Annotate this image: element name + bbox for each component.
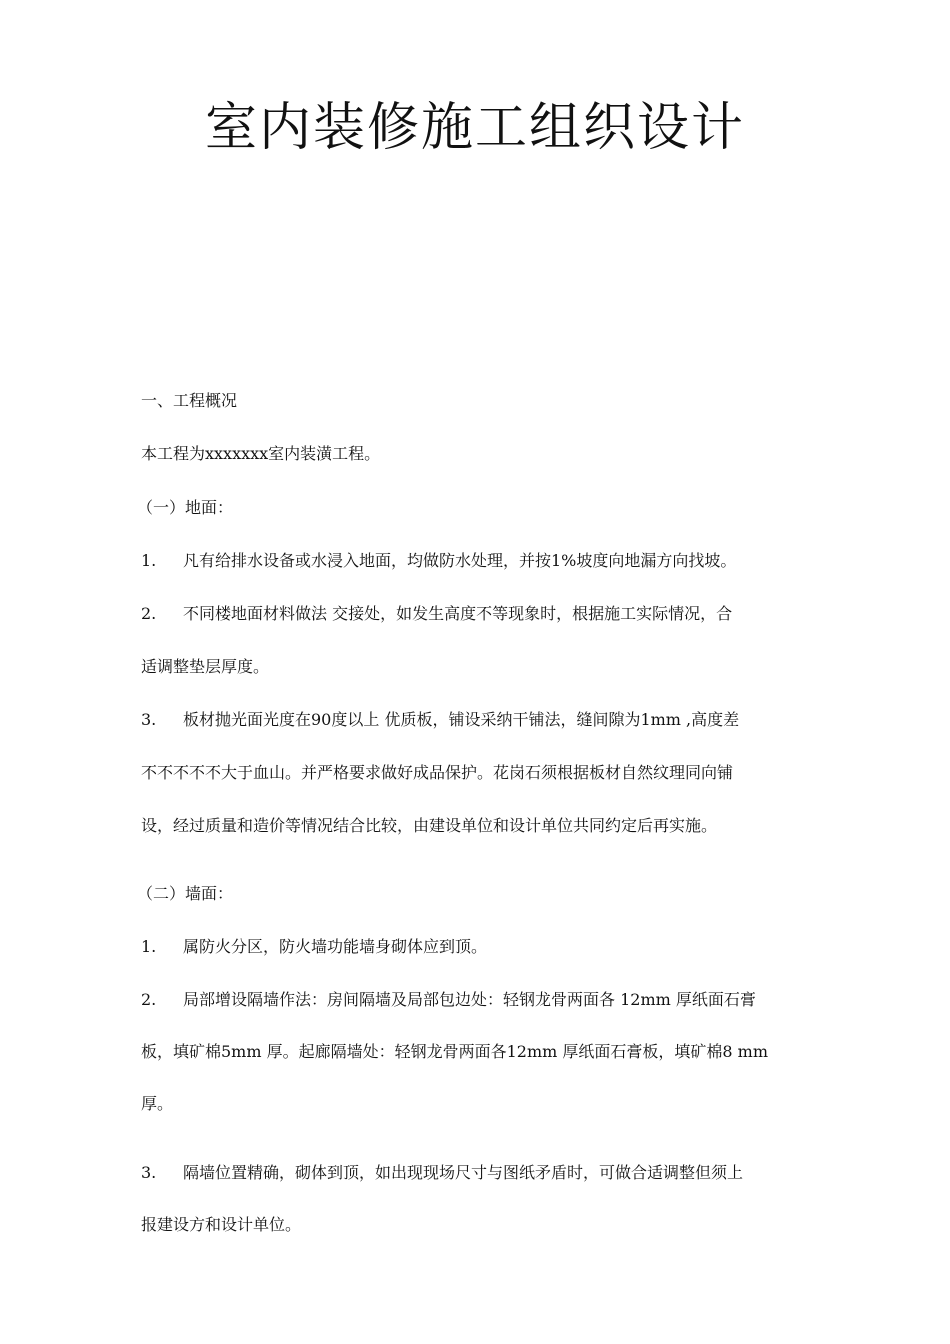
overview-intro: 本工程为xxxxxxx室内装潢工程。 — [141, 444, 381, 463]
document-title: 室内装修施工组织设计 — [204, 98, 745, 158]
subsection-heading-floor: （一）地面： — [137, 498, 234, 517]
wall-item-3-cont: 报建设方和设计单位。 — [141, 1215, 302, 1234]
wall-item-2-cont-2: 厚。 — [141, 1094, 174, 1113]
list-number: 3. — [141, 710, 157, 729]
list-item-text: 局部增设隔墙作法：房间隔墙及局部包边处：轻钢龙骨两面各 12mm 厚纸面石膏 — [183, 990, 756, 1009]
floor-item-2-cont: 适调整垫层厚度。 — [141, 657, 270, 676]
wall-item-1 — [141, 935, 821, 959]
wall-item-2 — [141, 988, 821, 1012]
list-number: 1. — [141, 551, 157, 570]
floor-item-1 — [141, 549, 821, 573]
floor-item-3-cont-1: 不不不不不大于血山。并严格要求做好成品保护。花岗石须根据板材自然纹理同向铺 — [141, 763, 734, 782]
list-item-text: 板材抛光面光度在90度以上 优质板，铺设采纳干铺法，缝间隙为1mm ,高度差 — [183, 710, 740, 729]
list-number: 1. — [141, 937, 157, 956]
floor-item-3-cont-2: 设，经过质量和造价等情况结合比较，由建设单位和设计单位共同约定后再实施。 — [141, 816, 718, 835]
floor-item-2 — [141, 602, 821, 626]
section-heading-overview: 一、工程概况 — [141, 391, 238, 410]
list-item-text: 不同楼地面材料做法 交接处，如发生高度不等现象时，根据施工实际情况，合 — [183, 604, 733, 623]
list-number: 2. — [141, 604, 157, 623]
wall-item-3 — [141, 1161, 821, 1185]
list-item-text: 凡有给排水设备或水浸入地面，均做防水处理，并按1%坡度向地漏方向找坡。 — [183, 551, 737, 570]
subsection-heading-wall: （二）墙面： — [137, 884, 234, 903]
list-item-text: 属防火分区，防火墙功能墙身砌体应到顶。 — [183, 937, 488, 956]
list-number: 3. — [141, 1163, 157, 1182]
list-number: 2. — [141, 990, 157, 1009]
floor-item-3 — [141, 708, 821, 732]
list-item-text: 隔墙位置精确，砌体到顶，如出现现场尺寸与图纸矛盾时，可做合适调整但须上 — [183, 1163, 744, 1182]
wall-item-2-cont-1: 板，填矿棉5mm 厚。起廊隔墙处：轻钢龙骨两面各12mm 厚纸面石膏板，填矿棉8 mm — [141, 1042, 769, 1061]
